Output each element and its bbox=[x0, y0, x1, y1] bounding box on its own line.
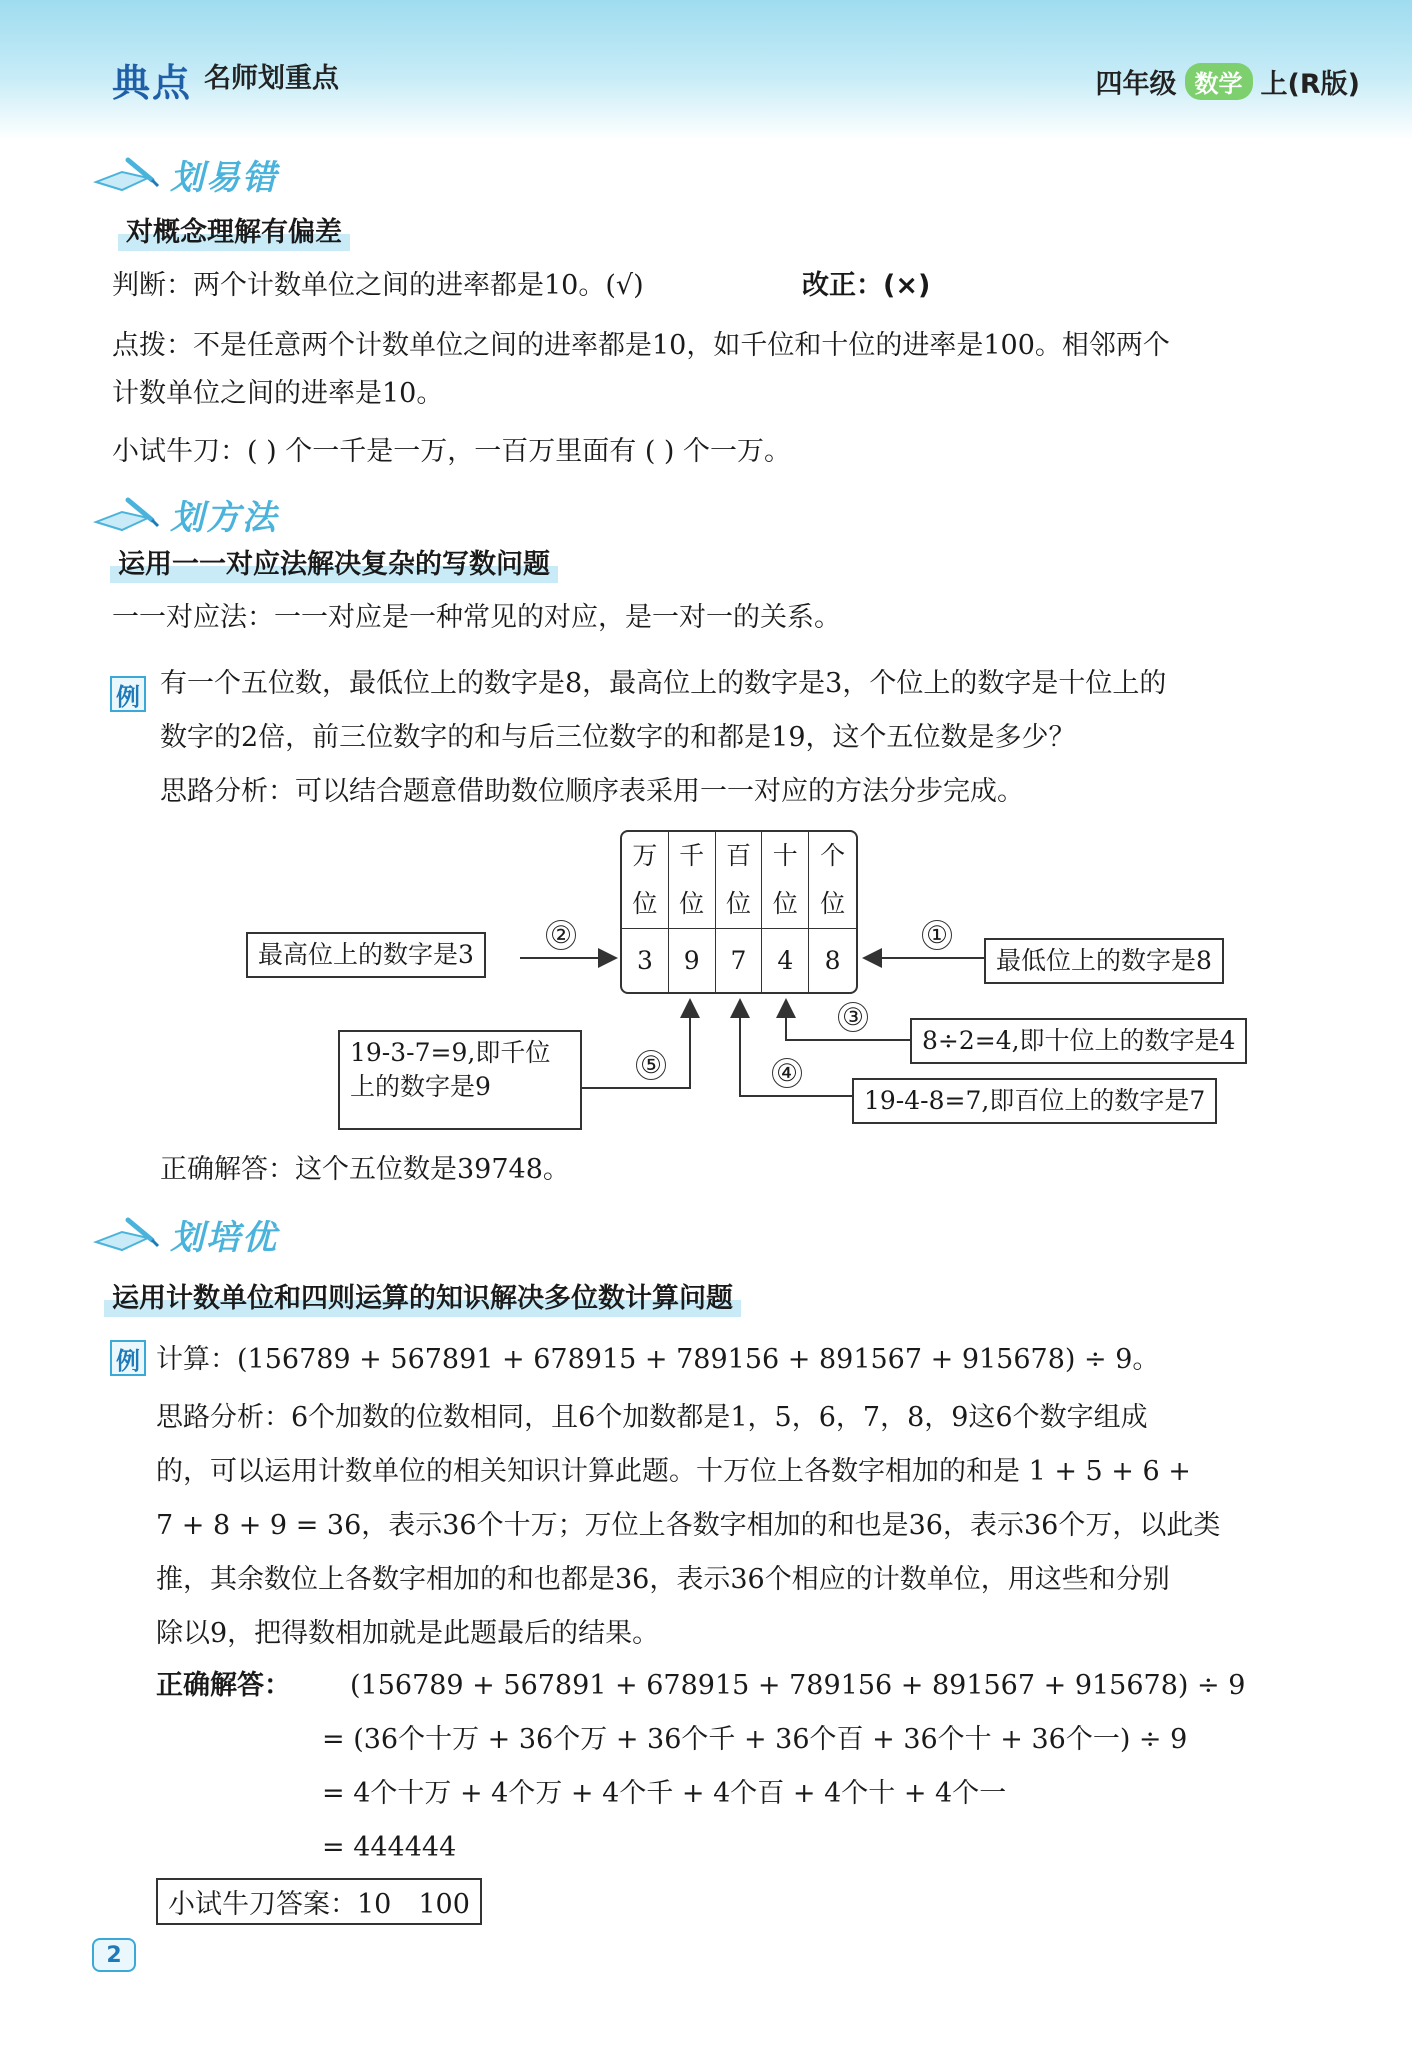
method-definition: 一一对应法：一一对应是一种常见的对应，是一对一的关系。 bbox=[112, 602, 841, 633]
section-title: 划培优 bbox=[170, 1217, 278, 1258]
step-2: ② bbox=[546, 920, 576, 950]
box-hundreds-digit: 19-4-8=7,即百位上的数字是7 bbox=[852, 1078, 1217, 1124]
answer-step: = 444444 bbox=[322, 1832, 457, 1863]
step-3: ③ bbox=[838, 1002, 868, 1032]
step-1: ① bbox=[922, 920, 952, 950]
correct-answer: 正确解答：这个五位数是39748。 bbox=[160, 1154, 570, 1185]
volume-label: 上(R版) bbox=[1260, 69, 1360, 100]
step-5: ⑤ bbox=[636, 1050, 666, 1080]
analysis-line: 的，可以运用计数单位的相关知识计算此题。十万位上各数字相加的和是 1 + 5 + 6 + bbox=[156, 1456, 1191, 1487]
arrow-5 bbox=[582, 1002, 690, 1088]
topic-heading: 运用一一对应法解决复杂的写数问题 bbox=[110, 542, 558, 583]
calc-question: 计算：(156789 + 567891 + 678915 + 789156 + 891567 + 915678) ÷ 9。 bbox=[156, 1344, 1160, 1375]
correction: 改正：(×) bbox=[802, 270, 931, 301]
tip-line-1: 点拨：不是任意两个计数单位之间的进率都是10，如千位和十位的进率是100。相邻两个 bbox=[112, 330, 1170, 361]
step-4: ④ bbox=[772, 1058, 802, 1088]
table-head: 千 位 bbox=[669, 832, 716, 929]
topic-heading: 运用计数单位和四则运算的知识解决多位数计算问题 bbox=[104, 1276, 741, 1317]
section-title: 划易错 bbox=[170, 157, 278, 198]
series-title: 名师划重点 bbox=[204, 63, 339, 94]
answer-step: = (36个十万 + 36个万 + 36个千 + 36个百 + 36个十 + 36个一) ÷ 9 bbox=[322, 1724, 1188, 1755]
judge-statement: 判断：两个计数单位之间的进率都是10。(√) bbox=[112, 270, 644, 301]
section-header-advanced bbox=[92, 1210, 278, 1258]
box-lowest-digit: 最低位上的数字是8 bbox=[984, 938, 1224, 984]
analysis-line: 除以9，把得数相加就是此题最后的结果。 bbox=[156, 1618, 660, 1649]
analysis-line: 推，其余数位上各数字相加的和也都是36，表示36个相应的计数单位，用这些和分别 bbox=[156, 1564, 1170, 1595]
grade-label: 四年级 bbox=[1095, 69, 1177, 100]
analysis-line: 思路分析：6个加数的位数相同，且6个加数都是1，5，6，7，8，9这6个数字组成 bbox=[156, 1402, 1148, 1433]
table-head: 百 位 bbox=[716, 832, 763, 929]
table-cell: 8 bbox=[824, 946, 841, 975]
table-head: 万 位 bbox=[622, 832, 669, 929]
table-cell: 3 bbox=[622, 929, 669, 992]
topic-heading: 对概念理解有偏差 bbox=[118, 210, 350, 251]
analysis: 思路分析：可以结合题意借助数位顺序表采用一一对应的方法分步完成。 bbox=[160, 776, 1024, 807]
table-head: 个 位 bbox=[809, 832, 856, 929]
example-line-1: 有一个五位数，最低位上的数字是8，最高位上的数字是3，个位上的数字是十位上的 bbox=[160, 668, 1167, 699]
tip-line-2: 计数单位之间的进率是10。 bbox=[112, 378, 444, 409]
answer-label: 正确解答： bbox=[156, 1670, 291, 1701]
table-cell: 9 bbox=[669, 929, 716, 992]
section-title: 划方法 bbox=[170, 497, 278, 538]
table-cell: 7 bbox=[716, 929, 763, 992]
pencil-book-icon bbox=[92, 1212, 164, 1256]
table-cell: 4 bbox=[762, 929, 809, 992]
box-thousands-digit: 19-3-7=9,即千位 上的数字是9 bbox=[338, 1030, 582, 1130]
answer-step: (156789 + 567891 + 678915 + 789156 + 891567 + 915678) ÷ 9 bbox=[350, 1670, 1246, 1701]
analysis-line: 7 + 8 + 9 = 36，表示36个十万；万位上各数字相加的和也是36，表示36个万，以此类 bbox=[156, 1510, 1221, 1541]
try-answer-box: 小试牛刀答案：10 100 bbox=[156, 1878, 482, 1925]
try-question: 小试牛刀：( ) 个一千是一万，一百万里面有 ( ) 个一万。 bbox=[112, 436, 792, 467]
example-tag: 例 bbox=[110, 676, 146, 712]
table-head: 十 位 bbox=[762, 832, 809, 929]
example-line-2: 数字的2倍，前三位数字的和与后三位数字的和都是19，这个五位数是多少？ bbox=[160, 722, 1076, 753]
box-tens-digit: 8÷2=4,即十位上的数字是4 bbox=[910, 1018, 1247, 1064]
subject-badge: 数学 bbox=[1185, 63, 1253, 100]
answer-step: = 4个十万 + 4个万 + 4个千 + 4个百 + 4个十 + 4个一 bbox=[322, 1778, 1007, 1809]
brand-logo: 典点 bbox=[112, 61, 193, 105]
example-tag: 例 bbox=[110, 1340, 146, 1376]
page-number: 2 bbox=[92, 1938, 136, 1972]
box-highest-digit: 最高位上的数字是3 bbox=[246, 932, 486, 978]
